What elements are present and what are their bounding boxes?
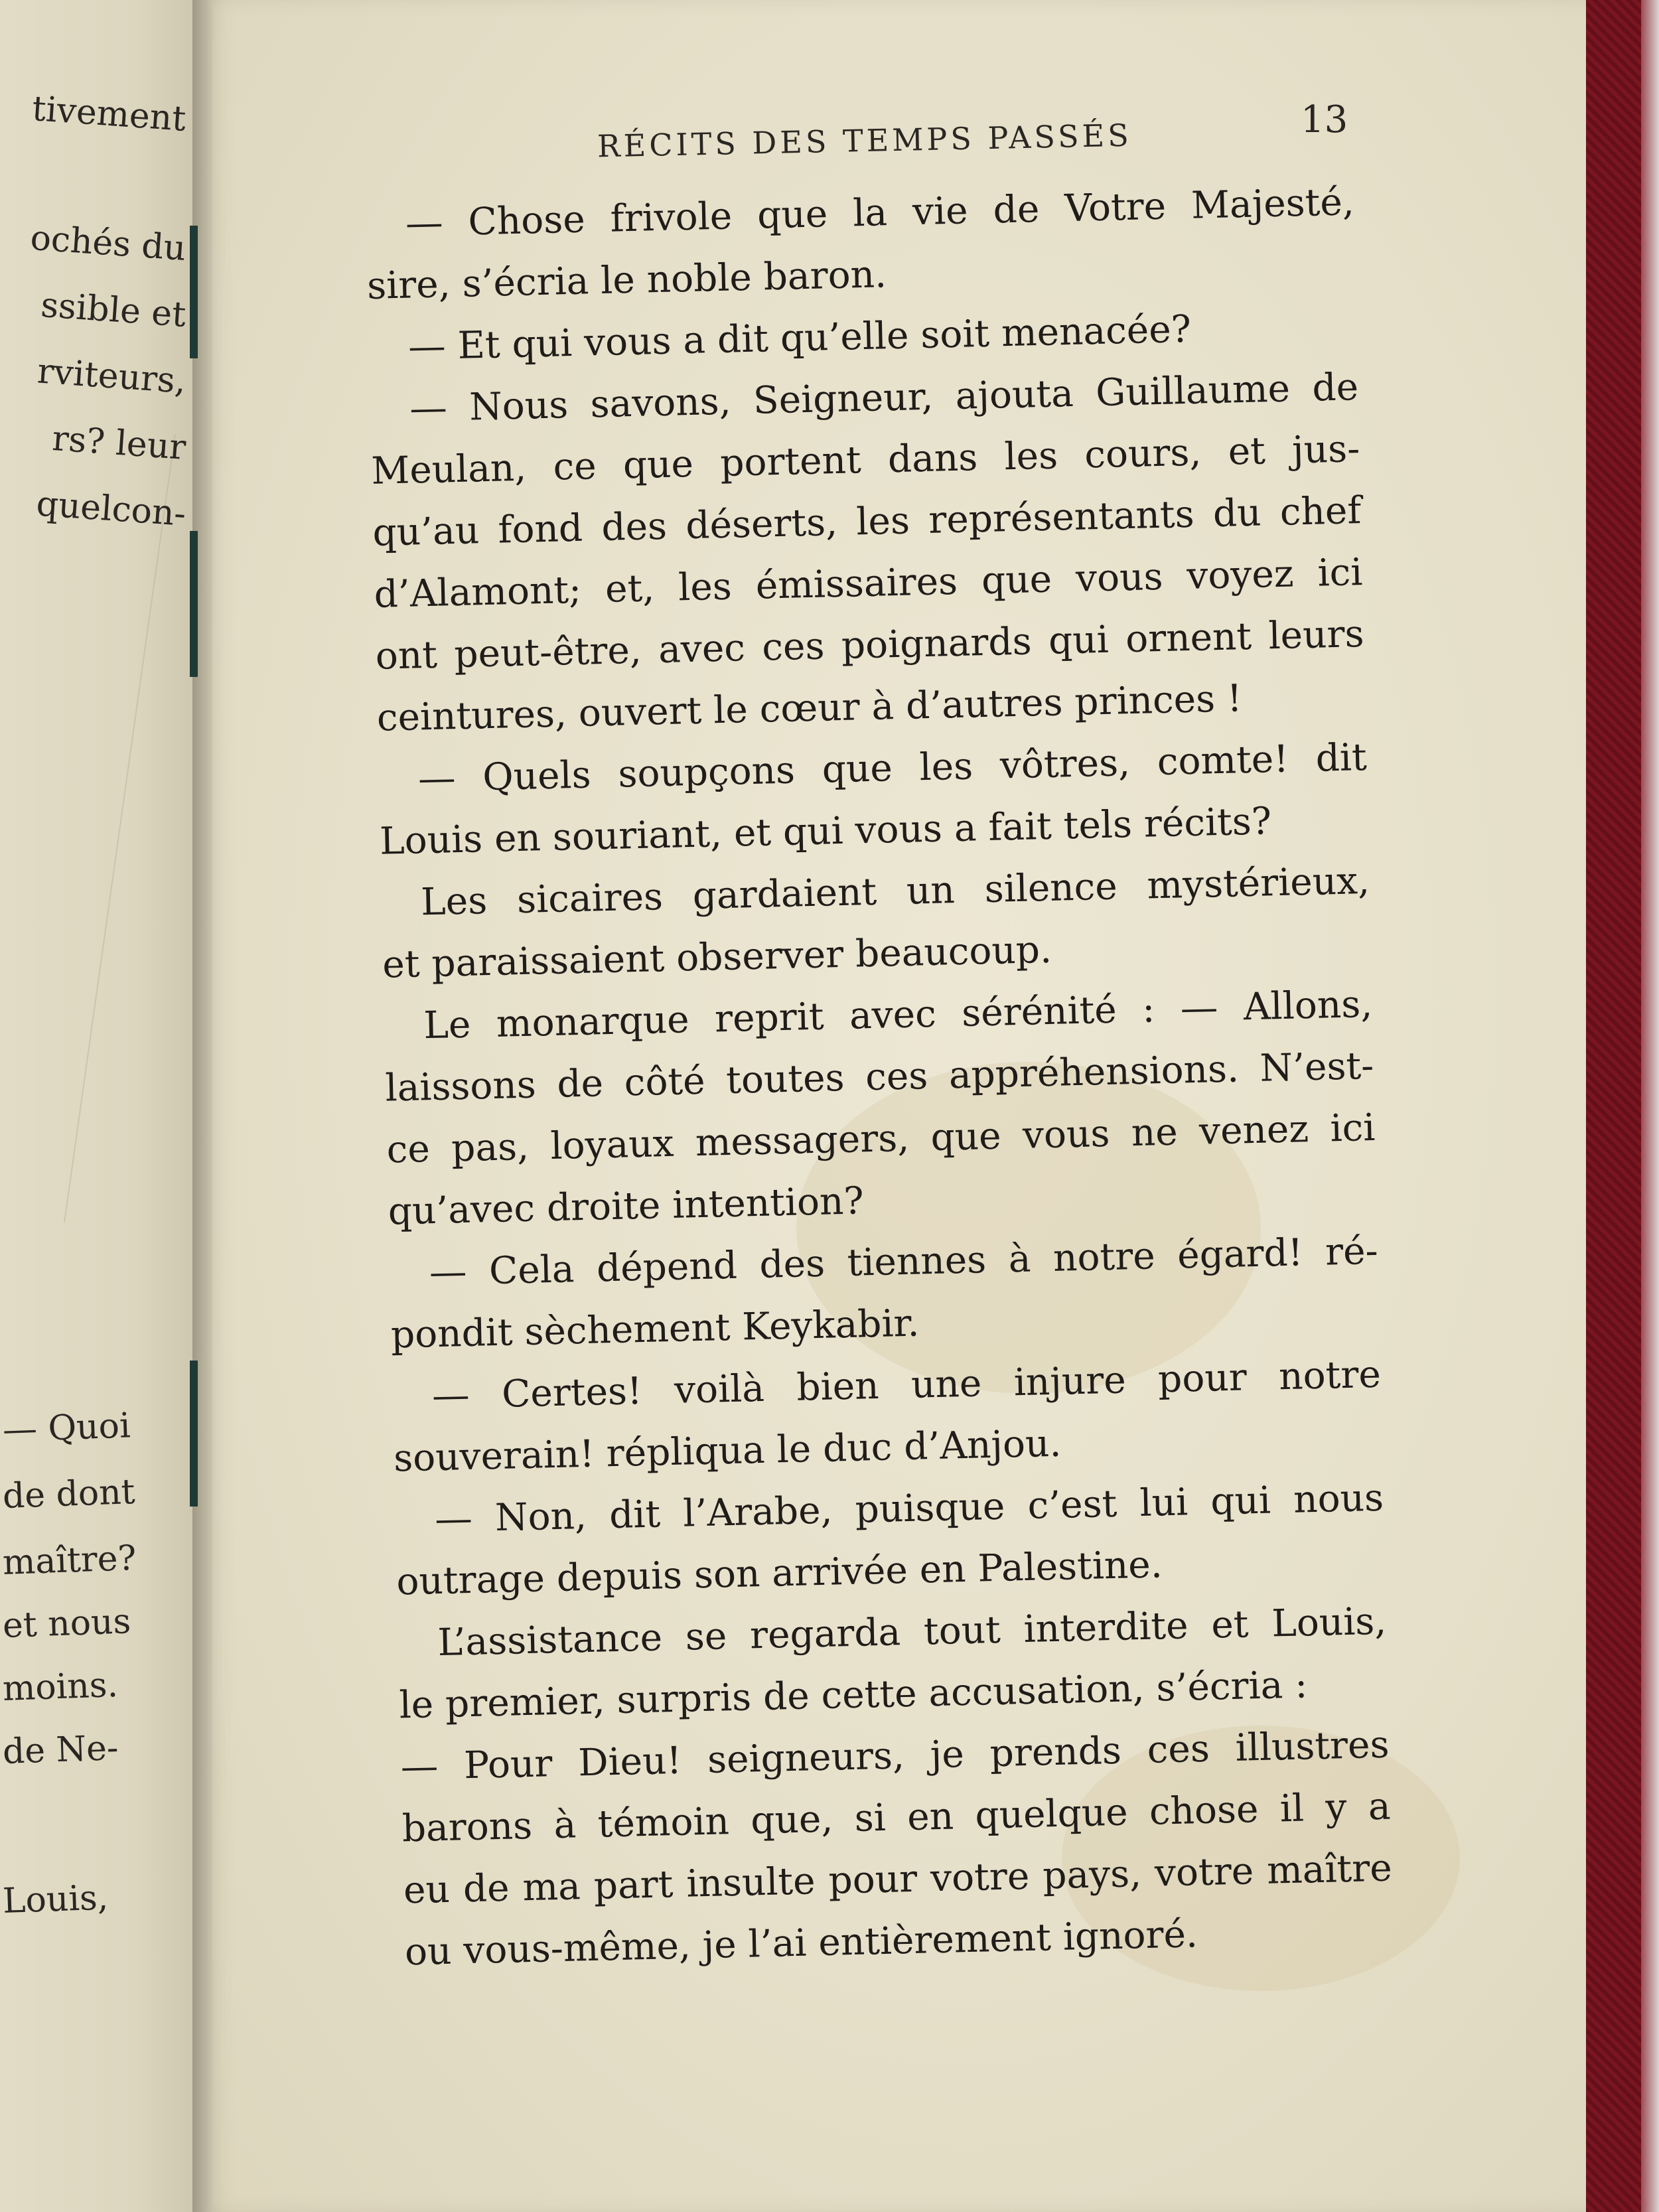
text-line: le premier, surpris de cette accusation, s’écria : bbox=[398, 1663, 1308, 1728]
left-page-text-fragment: quelcon- bbox=[35, 484, 188, 534]
text-line: laissons de côté toutes ces appréhensions. N’est- bbox=[384, 1044, 1374, 1110]
text-line: eu de ma part insulte pour votre pays, votre maître bbox=[403, 1846, 1393, 1913]
left-page-text-fragment: Louis, bbox=[1, 1878, 109, 1921]
text-line: — Quels soupçons que les vôtres, comte! dit bbox=[417, 735, 1368, 801]
text-line: Louis en souriant, et qui vous a fait tels récits? bbox=[379, 800, 1272, 863]
left-page-text-fragment: de Ne- bbox=[1, 1728, 119, 1772]
text-line: ceintures, ouvert le cœur à d’autres princes ! bbox=[376, 677, 1243, 740]
text-line: — Pour Dieu! seigneurs, je prends ces illustres bbox=[400, 1723, 1390, 1789]
page-tear bbox=[0, 423, 176, 1222]
text-line: L’assistance se regarda tout interdite et Louis, bbox=[437, 1599, 1387, 1665]
left-page-text-fragment: ssible et bbox=[39, 285, 188, 335]
left-page-text-fragment: moins. bbox=[1, 1664, 119, 1709]
text-line: ou vous-même, je l’ai entièrement ignoré. bbox=[404, 1913, 1198, 1974]
text-line: souverain! répliqua le duc d’Anjou. bbox=[393, 1422, 1062, 1481]
text-line: et paraissaient observer beaucoup. bbox=[382, 928, 1052, 987]
page-number: 13 bbox=[1301, 98, 1348, 141]
bookmark-ribbon bbox=[190, 226, 198, 358]
left-page-text-fragment: de dont bbox=[1, 1472, 136, 1516]
text-line: Les sicaires gardaient un silence mystérieux, bbox=[420, 859, 1370, 924]
left-page-text-fragment: et nous bbox=[1, 1601, 132, 1646]
left-page-text-fragment: maître? bbox=[1, 1538, 137, 1583]
text-line: — Non, dit l’Arabe, puisque c’est lui qui nous bbox=[434, 1476, 1384, 1542]
text-line: — Certes! voilà bien une injure pour notre bbox=[431, 1353, 1382, 1418]
text-line: — Cela dépend des tiennes à notre égard! ré- bbox=[429, 1229, 1379, 1295]
text-line: — Chose frivole que la vie de Votre Majesté, bbox=[405, 181, 1355, 246]
bookmark-ribbon bbox=[190, 531, 198, 677]
text-line: ont peut-être, avec ces poignards qui ornent leurs bbox=[375, 613, 1365, 678]
text-line: outrage depuis son arrivée en Palestine. bbox=[396, 1543, 1163, 1604]
left-page-text-fragment: tivement bbox=[31, 88, 188, 139]
left-page bbox=[0, 0, 192, 2212]
text-line: d’Alamont; et, les émissaires que vous voyez ici bbox=[373, 551, 1364, 617]
left-page-text-fragment: rviteurs, bbox=[36, 351, 188, 402]
text-line: qu’avec droite intention? bbox=[388, 1179, 865, 1234]
text-line: — Et qui vous a dit qu’elle soit menacée? bbox=[407, 307, 1192, 369]
text-line: sire, s’écria le noble baron. bbox=[366, 253, 887, 308]
running-head: RÉCITS DES TEMPS PASSÉS bbox=[597, 117, 1133, 165]
text-line: Le monarque reprit avec sérénité : — Allons, bbox=[423, 982, 1373, 1048]
text-line: ce pas, loyaux messagers, que vous ne venez ici bbox=[386, 1106, 1376, 1172]
left-page-text-fragment: ochés du bbox=[29, 218, 188, 269]
text-line: barons à témoin que, si en quelque chose il y a bbox=[401, 1785, 1392, 1851]
text-line: qu’au fond des déserts, les représentants du chef bbox=[372, 489, 1362, 555]
left-page-text-fragment: rs? leur bbox=[50, 419, 188, 468]
bookmark-ribbon bbox=[190, 1361, 198, 1507]
text-line: pondit sèchement Keykabir. bbox=[390, 1301, 920, 1357]
body-text bbox=[365, 171, 1394, 1983]
text-line: — Nous savons, Seigneur, ajouta Guillaume de bbox=[409, 366, 1359, 431]
text-line: Meulan, ce que portent dans les cours, et jus- bbox=[370, 427, 1360, 493]
left-page-text-fragment: — Quoi bbox=[1, 1406, 131, 1450]
